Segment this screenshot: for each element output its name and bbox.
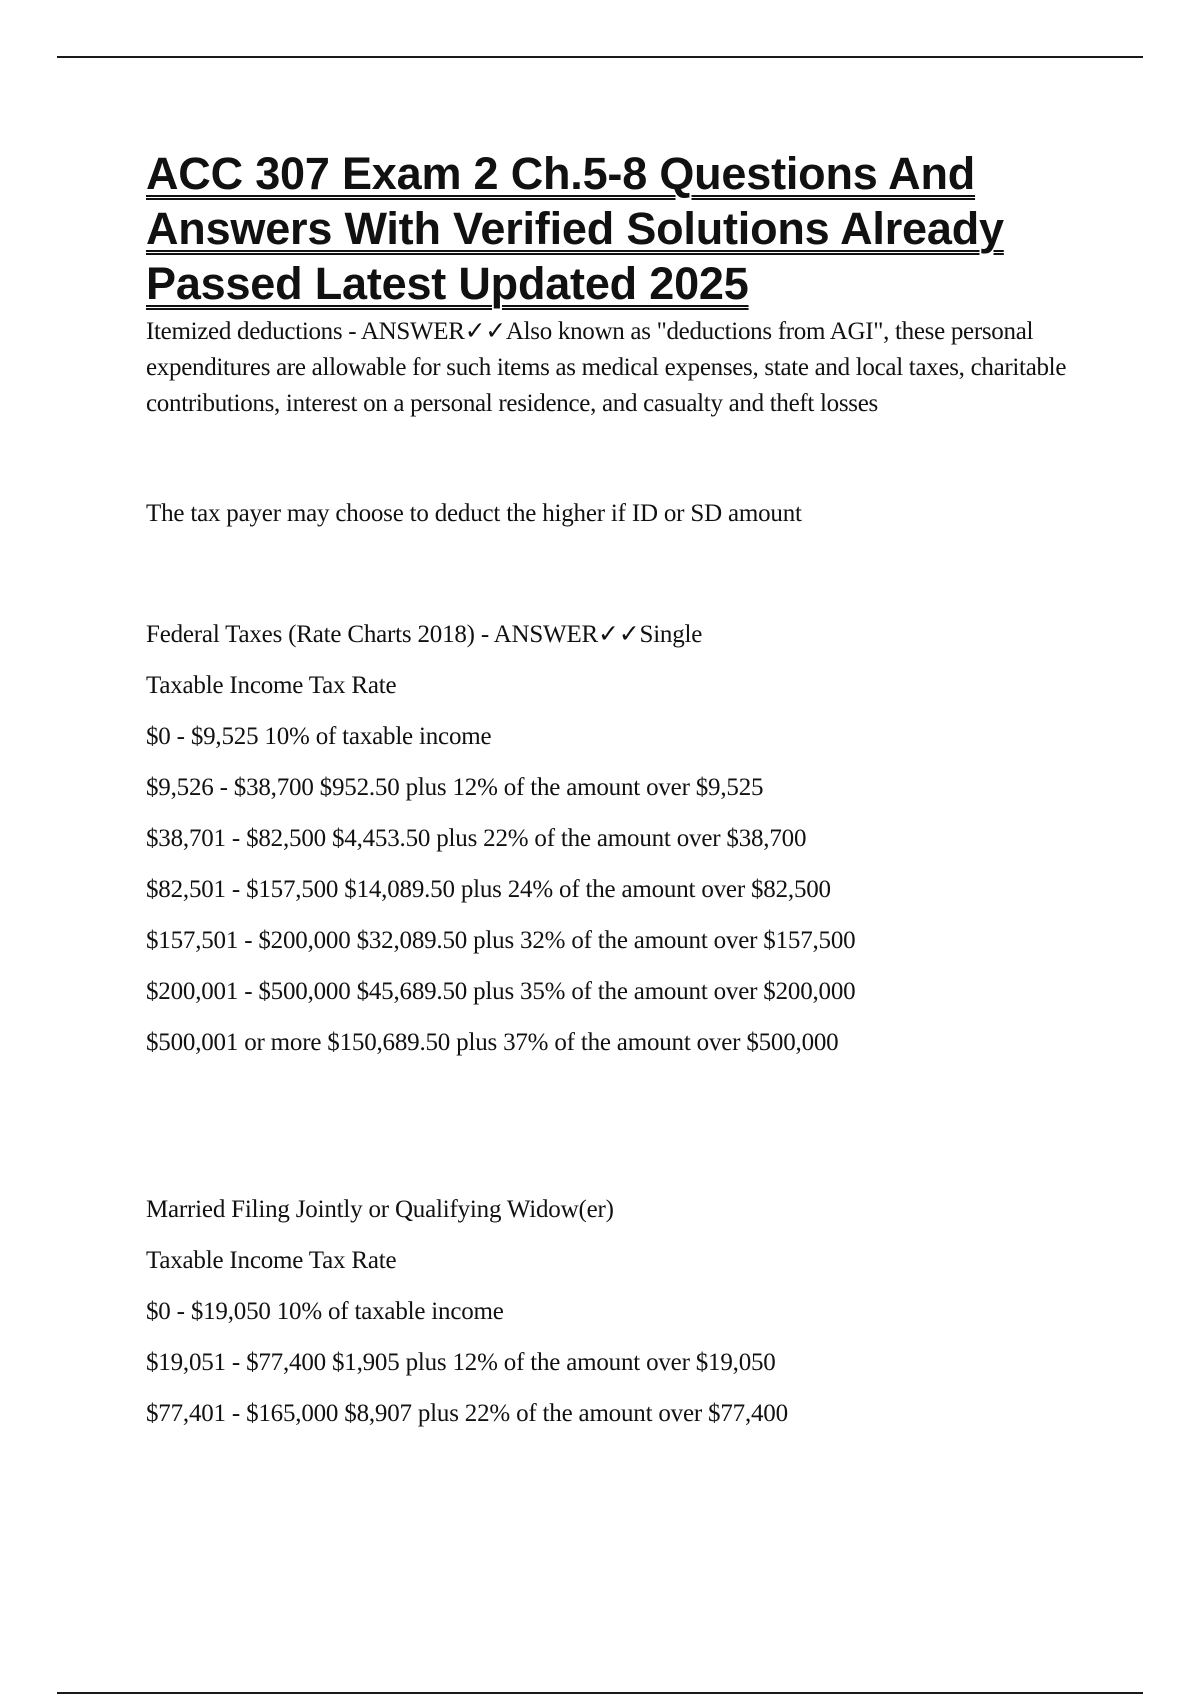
single-table-header: Taxable Income Tax Rate — [146, 672, 397, 699]
single-bracket-row: $38,701 - $82,500 $4,453.50 plus 22% of the amount over $38,700 — [146, 825, 807, 852]
single-bracket-row: $82,501 - $157,500 $14,089.50 plus 24% of the amount over $82,500 — [146, 876, 831, 903]
top-rule — [57, 56, 1143, 58]
spacer — [146, 1068, 1086, 1184]
married-bracket-row: $0 - $19,050 10% of taxable income — [146, 1298, 504, 1325]
bottom-rule — [57, 1692, 1143, 1694]
married-bracket-row: $19,051 - $77,400 $1,905 plus 12% of the amount over $19,050 — [146, 1349, 776, 1376]
single-bracket-row: $500,001 or more $150,689.50 plus 37% of the amount over $500,000 — [146, 1029, 839, 1056]
married-bracket-row: $77,401 - $165,000 $8,907 plus 22% of the amount over $77,400 — [146, 1400, 788, 1427]
choose-note: The tax payer may choose to deduct the higher if ID or SD amount — [146, 500, 802, 527]
single-bracket-row: $0 - $9,525 10% of taxable income — [146, 723, 492, 750]
single-bracket-row: $9,526 - $38,700 $952.50 plus 12% of the amount over $9,525 — [146, 774, 764, 801]
married-heading: Married Filing Jointly or Qualifying Widow(er) — [146, 1196, 614, 1223]
spacer — [146, 422, 1086, 488]
itemized-deductions-paragraph: Itemized deductions - ANSWER✓✓Also known as "deductions from AGI", these personal expenditures are allowable for such items as medical expenses, state and local taxes, charitable contributions, interest on a personal residence, and casualty and theft losses — [146, 318, 1067, 417]
single-bracket-row: $200,001 - $500,000 $45,689.50 plus 35% of the amount over $200,000 — [146, 978, 856, 1005]
document-body — [146, 146, 1086, 1439]
federal-taxes-heading: Federal Taxes (Rate Charts 2018) - ANSWER✓✓Single — [146, 621, 703, 648]
document-title: ACC 307 Exam 2 Ch.5-8 Questions And Answers With Verified Solutions Already Passed Latest Updated 2025 — [146, 148, 1004, 309]
single-bracket-row: $157,501 - $200,000 $32,089.50 plus 32% of the amount over $157,500 — [146, 927, 856, 954]
married-table-header: Taxable Income Tax Rate — [146, 1247, 397, 1274]
spacer — [146, 539, 1086, 609]
